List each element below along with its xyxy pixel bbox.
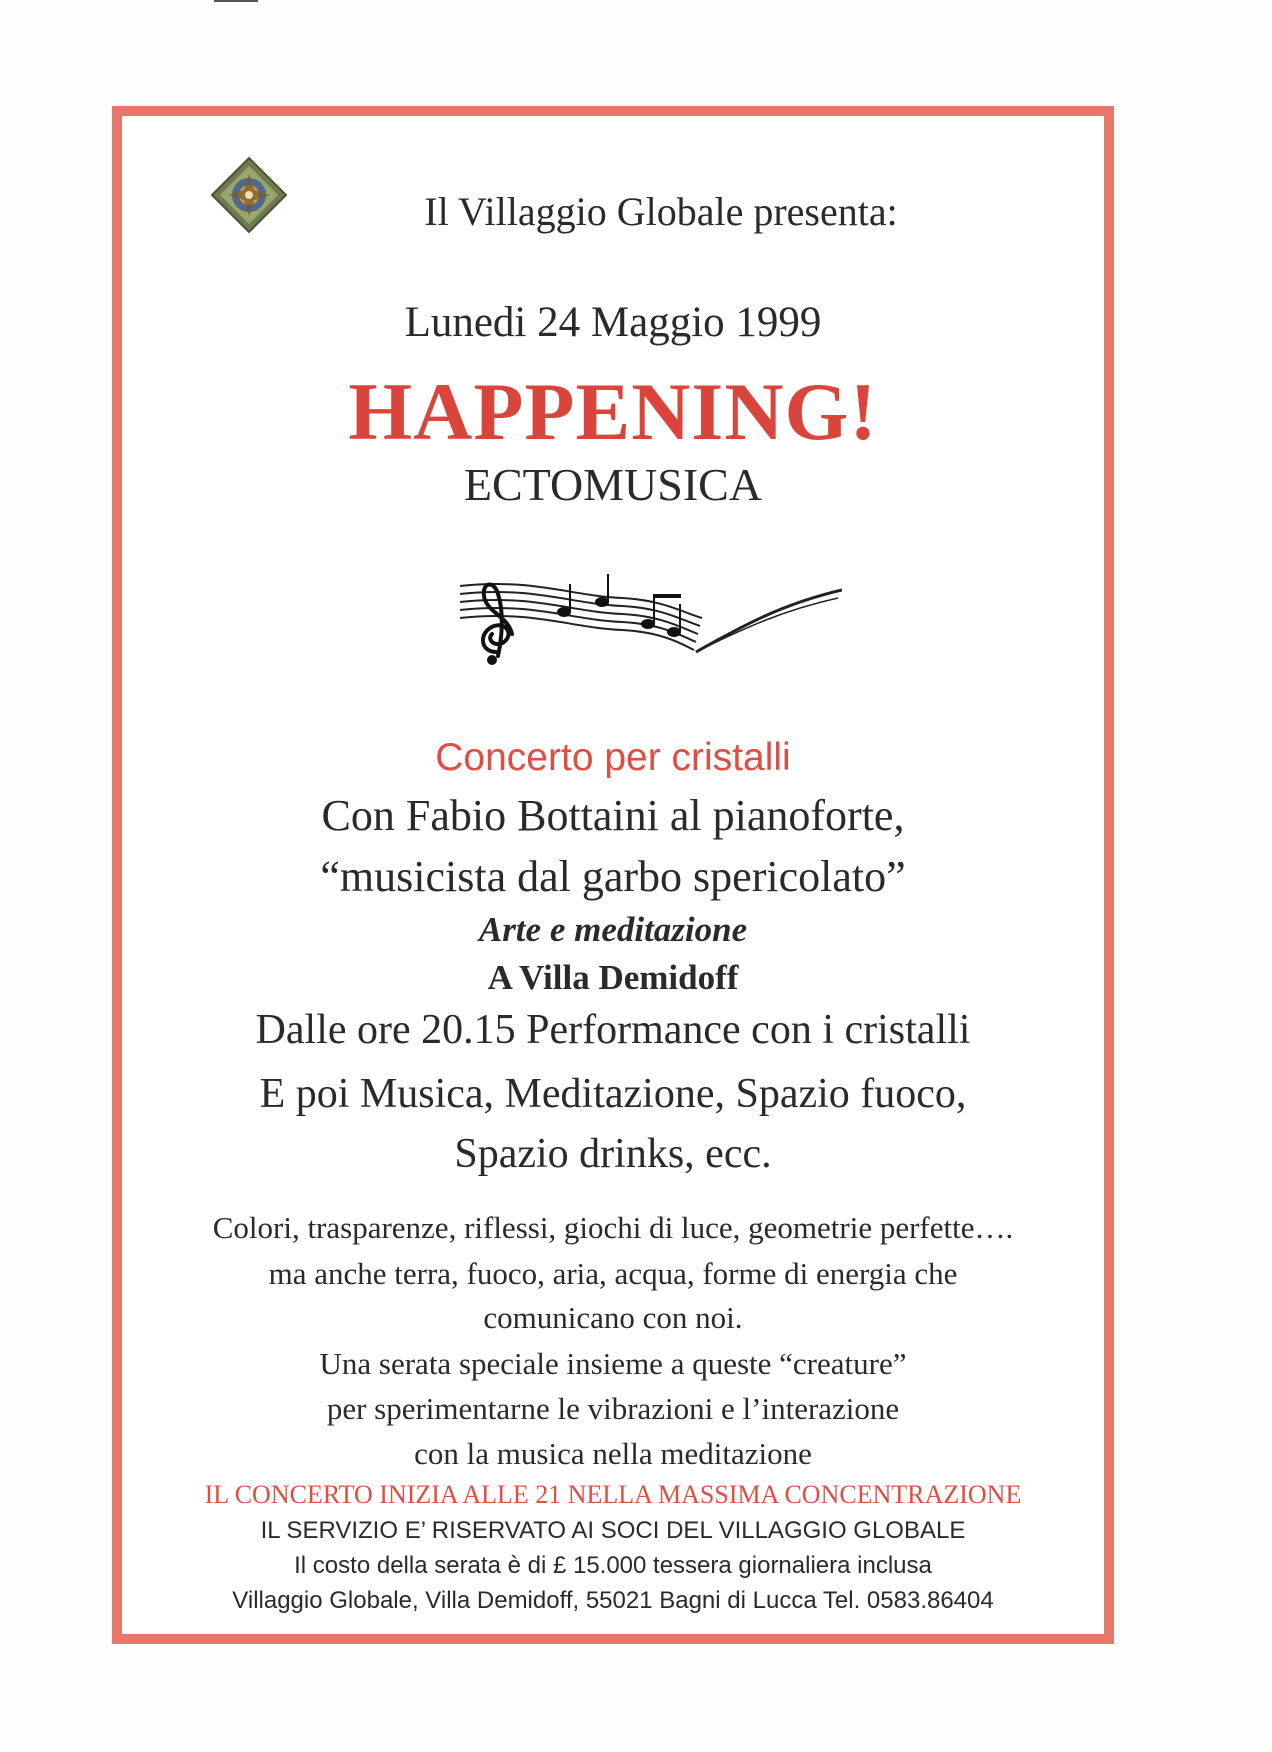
description-line: Colori, trasparenze, riflessi, giochi di luce, geometrie perfette….	[212, 1210, 1014, 1245]
venue-line: A Villa Demidoff	[487, 958, 739, 997]
subtitle: ECTOMUSICA	[463, 459, 763, 510]
headline: HAPPENING!	[348, 366, 878, 457]
description-line: Una serata speciale insieme a queste “creature”	[319, 1346, 907, 1381]
contact-line: Villaggio Globale, Villa Demidoff, 55021 Bagni di Lucca Tel. 0583.86404	[232, 1587, 994, 1614]
scan-mark	[214, 0, 258, 2]
description-line: per sperimentarne le vibrazioni e l’interazione	[326, 1391, 900, 1426]
music-staff-icon	[452, 572, 842, 672]
description-line: comunicano con noi.	[483, 1300, 743, 1335]
concert-title: Concerto per cristalli	[435, 736, 791, 779]
notice-members-only: IL SERVIZIO E’ RISERVATO AI SOCI DEL VILLAGGIO GLOBALE	[260, 1517, 966, 1544]
performer-quote: “musicista dal garbo spericolato”	[320, 852, 906, 901]
event-date: Lunedi 24 Maggio 1999	[404, 299, 822, 346]
notice-start-time: IL CONCERTO INIZIA ALLE 21 NELLA MASSIMA CONCENTRAZIONE	[204, 1480, 1022, 1509]
theme-line: Arte e meditazione	[478, 910, 748, 949]
cost-line: Il costo della serata è di £ 15.000 tessera giornaliera inclusa	[294, 1552, 932, 1579]
flyer-frame	[112, 106, 1114, 1644]
presenter-line: Il Villaggio Globale presenta:	[424, 189, 898, 234]
description-line: ma anche terra, fuoco, aria, acqua, forme di energia che	[268, 1256, 958, 1291]
program-line: E poi Musica, Meditazione, Spazio fuoco,	[259, 1071, 967, 1117]
program-line: Spazio drinks, ecc.	[454, 1131, 772, 1177]
program-line: Dalle ore 20.15 Performance con i cristalli	[255, 1007, 971, 1053]
description-line: con la musica nella meditazione	[414, 1436, 812, 1471]
performer-line: Con Fabio Bottaini al pianoforte,	[321, 791, 905, 840]
